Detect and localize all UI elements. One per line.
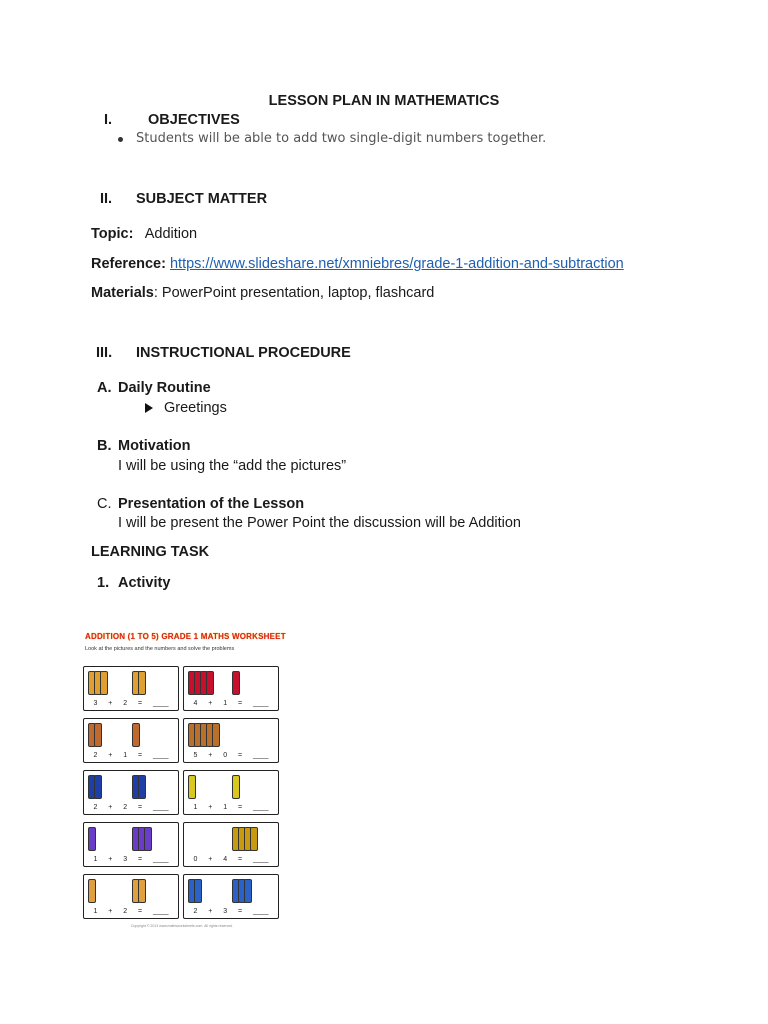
- object-picture-icon: [88, 879, 96, 903]
- equation-eq: =: [137, 752, 143, 759]
- equation-b: 2: [123, 804, 128, 811]
- equation-eq: =: [137, 804, 143, 811]
- object-picture-icon: [138, 671, 146, 695]
- worksheet-problem-cell: [83, 822, 179, 867]
- equation-ans: ____: [252, 908, 269, 915]
- materials-label: Materials: [91, 285, 154, 301]
- worksheet-footer: Copyright © 2013 www.mathsworksheets.com. All rights reserved.: [130, 924, 234, 928]
- object-picture-icon: [132, 723, 140, 747]
- worksheet-problem-cell: [83, 770, 179, 815]
- activity-number: 1.: [97, 575, 110, 591]
- equation-op: +: [108, 804, 113, 811]
- equation-b: 4: [223, 856, 228, 863]
- step-a-letter: A.: [97, 380, 112, 396]
- equation-ans: ____: [252, 700, 269, 707]
- problem-equation: [84, 752, 178, 759]
- worksheet-title: ADDITION (1 TO 5) GRADE 1 MATHS WORKSHEET: [85, 632, 286, 641]
- equation-ans: ____: [252, 804, 269, 811]
- object-picture-icon: [94, 775, 102, 799]
- equation-eq: =: [137, 856, 143, 863]
- equation-eq: =: [237, 752, 243, 759]
- problem-equation: [84, 700, 178, 707]
- object-picture-icon: [206, 671, 214, 695]
- problem-equation: [184, 908, 278, 915]
- equation-a: 1: [193, 804, 198, 811]
- problem-equation: [184, 700, 278, 707]
- equation-op: +: [108, 908, 113, 915]
- topic-line: [91, 226, 197, 242]
- materials-value: : PowerPoint presentation, laptop, flashcard: [153, 285, 435, 301]
- worksheet-problem-cell: [83, 666, 179, 711]
- equation-a: 2: [193, 908, 198, 915]
- equation-a: 1: [93, 856, 98, 863]
- equation-eq: =: [237, 804, 243, 811]
- equation-ans: ____: [152, 804, 169, 811]
- equation-op: +: [208, 700, 213, 707]
- equation-ans: ____: [152, 856, 169, 863]
- equation-a: 3: [93, 700, 98, 707]
- reference-link[interactable]: https://www.slideshare.net/xmniebres/grade-1-addition-and-subtraction: [169, 256, 624, 272]
- step-c-text: I will be present the Power Point the discussion will be Addition: [118, 515, 521, 531]
- object-picture-icon: [138, 775, 146, 799]
- procedure-numeral: III.: [96, 345, 113, 361]
- equation-b: 0: [223, 752, 228, 759]
- objective-bullet-text: Students will be able to add two single-digit numbers together.: [136, 131, 547, 146]
- object-picture-icon: [94, 723, 102, 747]
- object-picture-icon: [250, 827, 258, 851]
- equation-eq: =: [237, 700, 243, 707]
- equation-b: 2: [123, 908, 128, 915]
- equation-b: 3: [223, 908, 228, 915]
- step-a-item: Greetings: [164, 400, 227, 416]
- subject-matter-numeral: II.: [100, 191, 113, 207]
- worksheet-problem-cell: [183, 822, 279, 867]
- materials-line: [91, 285, 434, 301]
- equation-a: 5: [193, 752, 198, 759]
- worksheet-problem-cell: [83, 718, 179, 763]
- procedure-heading: INSTRUCTIONAL PROCEDURE: [136, 345, 351, 361]
- equation-b: 1: [123, 752, 128, 759]
- topic-value: Addition: [144, 226, 198, 242]
- reference-label: Reference:: [91, 256, 166, 272]
- problem-equation: [184, 856, 278, 863]
- learning-task-heading: LEARNING TASK: [91, 544, 210, 560]
- object-picture-icon: [144, 827, 152, 851]
- equation-b: 1: [223, 700, 228, 707]
- activity-label: Activity: [118, 575, 171, 591]
- equation-ans: ____: [152, 908, 169, 915]
- step-b-heading: Motivation: [118, 438, 191, 454]
- object-picture-icon: [100, 671, 108, 695]
- worksheet-problem-cell: [183, 666, 279, 711]
- worksheet-instructions: Look at the pictures and the numbers and solve the problems: [85, 646, 235, 652]
- equation-a: 2: [93, 804, 98, 811]
- worksheet-problem-cell: [183, 770, 279, 815]
- equation-a: 1: [93, 908, 98, 915]
- equation-op: +: [108, 752, 113, 759]
- equation-op: +: [208, 804, 213, 811]
- equation-a: 0: [193, 856, 198, 863]
- equation-op: +: [108, 700, 113, 707]
- equation-a: 4: [193, 700, 198, 707]
- problem-equation: [84, 856, 178, 863]
- object-picture-icon: [88, 827, 96, 851]
- equation-ans: ____: [252, 752, 269, 759]
- equation-b: 1: [223, 804, 228, 811]
- arrow-bullet-icon: [145, 403, 153, 413]
- equation-op: +: [208, 908, 213, 915]
- object-picture-icon: [232, 775, 240, 799]
- worksheet-problem-cell: [183, 874, 279, 919]
- equation-op: +: [108, 856, 113, 863]
- step-b-text: I will be using the “add the pictures”: [118, 458, 347, 474]
- step-c-letter: C.: [97, 496, 112, 512]
- object-picture-icon: [188, 775, 196, 799]
- equation-a: 2: [93, 752, 98, 759]
- step-c-heading: Presentation of the Lesson: [118, 496, 305, 512]
- step-b-letter: B.: [97, 438, 112, 454]
- objectives-numeral: I.: [104, 112, 113, 128]
- step-a-heading: Daily Routine: [118, 380, 211, 396]
- object-picture-icon: [138, 879, 146, 903]
- equation-op: +: [208, 752, 213, 759]
- problem-equation: [84, 908, 178, 915]
- problem-equation: [184, 752, 278, 759]
- equation-ans: ____: [152, 700, 169, 707]
- reference-line: [91, 256, 624, 272]
- equation-eq: =: [137, 908, 143, 915]
- equation-b: 3: [123, 856, 128, 863]
- worksheet-problem-cell: [83, 874, 179, 919]
- bullet-icon: [118, 137, 123, 142]
- object-picture-icon: [232, 671, 240, 695]
- equation-eq: =: [237, 856, 243, 863]
- worksheet-problem-cell: [183, 718, 279, 763]
- equation-b: 2: [123, 700, 128, 707]
- object-picture-icon: [194, 879, 202, 903]
- subject-matter-heading: SUBJECT MATTER: [136, 191, 268, 207]
- topic-label: Topic:: [91, 226, 134, 242]
- equation-ans: ____: [252, 856, 269, 863]
- objectives-heading: OBJECTIVES: [148, 112, 240, 128]
- equation-op: +: [208, 856, 213, 863]
- problem-equation: [84, 804, 178, 811]
- object-picture-icon: [212, 723, 220, 747]
- page-title: LESSON PLAN IN MATHEMATICS: [268, 93, 500, 109]
- equation-eq: =: [237, 908, 243, 915]
- problem-equation: [184, 804, 278, 811]
- equation-ans: ____: [152, 752, 169, 759]
- equation-eq: =: [137, 700, 143, 707]
- object-picture-icon: [244, 879, 252, 903]
- addition-worksheet-image: [81, 628, 286, 930]
